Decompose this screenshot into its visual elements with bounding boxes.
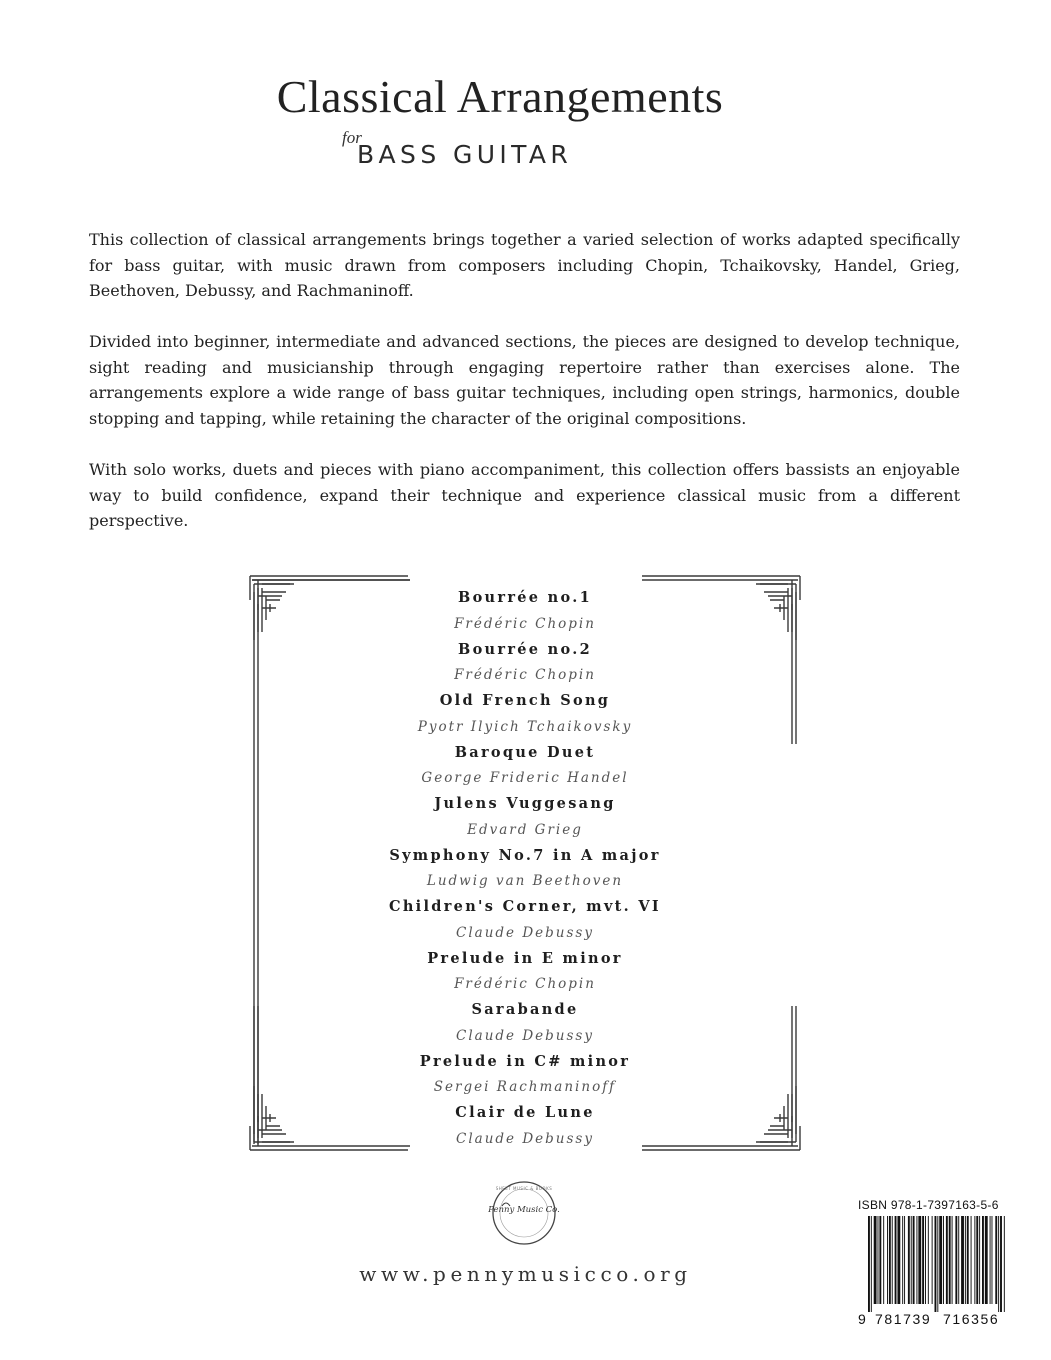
- barcode-bar: [961, 1216, 964, 1304]
- barcode-bar: [965, 1216, 966, 1304]
- contents-list: [310, 585, 740, 1152]
- piece-title: Baroque Duet: [454, 743, 596, 761]
- barcode-bar: [874, 1216, 877, 1304]
- barcode-bar: [878, 1216, 879, 1304]
- piece-title: Old French Song: [439, 692, 611, 709]
- barcode-bars: [858, 1216, 1006, 1314]
- barcode-bar: [922, 1216, 924, 1304]
- book-title: Classical Arrangements: [276, 71, 724, 122]
- logo-ring-text: SHEET MUSIC & BOOKS: [495, 1186, 553, 1191]
- piece-composer: Claude Debussy: [456, 1027, 594, 1044]
- barcode-bar: [925, 1216, 926, 1304]
- description-paragraph-3: With solo works, duets and pieces with piano accompaniment, this collection offers bassists an enjoyable way to build confidence, expand their technique and experience classical music from a different perspective.: [89, 460, 960, 531]
- barcode-bar: [998, 1216, 999, 1312]
- isbn-number: ISBN 978-1-7397163-5-6: [858, 1198, 999, 1212]
- piece-title: Prelude in C# minor: [419, 1052, 631, 1070]
- barcode-bar: [887, 1216, 888, 1304]
- barcode-bar: [949, 1216, 951, 1304]
- barcode-bar: [908, 1216, 910, 1304]
- piece-title: Clair de Lune: [455, 1104, 595, 1121]
- barcode-bar: [990, 1216, 991, 1304]
- barcode-bar: [937, 1216, 938, 1312]
- piece-title: Sarabande: [471, 1001, 579, 1018]
- piece-composer: Frédéric Chopin: [454, 615, 596, 632]
- barcode-bar: [958, 1216, 959, 1304]
- piece-composer: Claude Debussy: [456, 1130, 594, 1147]
- barcode-bar: [913, 1216, 915, 1304]
- barcode-bar: [985, 1216, 988, 1304]
- piece-title: Julens Vuggesang: [434, 795, 616, 812]
- piece-title: Bourrée no.1: [458, 589, 592, 606]
- piece-title: Bourrée no.2: [458, 640, 592, 658]
- barcode-bar: [916, 1216, 917, 1304]
- barcode-digit-lead: 9: [858, 1311, 866, 1327]
- piece-composer: Sergei Rachmaninoff: [433, 1079, 617, 1095]
- logo-name: Penny Music Co.: [488, 1205, 560, 1215]
- barcode-bar: [871, 1216, 872, 1312]
- piece-composer: Claude Debussy: [456, 924, 594, 941]
- barcode-bar: [883, 1216, 884, 1304]
- piece-title: Symphony No.7 in A major: [389, 846, 661, 864]
- description-paragraph-1: This collection of classical arrangements brings together a varied selection of works adapted specifically for bass guitar, with music drawn from composers including Chopin, Tchaikovsky, Handel, Grieg, Beethoven, Debussy, and Rachmaninoff.: [89, 230, 960, 301]
- barcode-digits: [858, 1311, 1010, 1327]
- piece-composer: Frédéric Chopin: [454, 667, 596, 683]
- piece-title: Prelude in E minor: [427, 949, 623, 967]
- piece-composer: Frédéric Chopin: [454, 976, 596, 992]
- barcode-bar: [946, 1216, 948, 1304]
- barcode-bar: [935, 1216, 937, 1312]
- barcode-bar: [897, 1216, 900, 1304]
- piece-composer: George Frideric Handel: [421, 770, 629, 786]
- for-word: for: [342, 128, 362, 147]
- barcode-bar: [932, 1216, 933, 1304]
- barcode-bar: [889, 1216, 891, 1304]
- barcode-bar: [911, 1216, 912, 1304]
- barcode-bar: [939, 1216, 942, 1304]
- piece-title: Children's Corner, mvt. VI: [389, 898, 661, 915]
- piece-composer: Edvard Grieg: [467, 821, 583, 838]
- barcode-digit-left: 781739: [875, 1311, 932, 1327]
- barcode-bar: [1004, 1216, 1005, 1312]
- barcode-bar: [868, 1216, 870, 1312]
- barcode-bar: [955, 1216, 957, 1304]
- barcode-digit-right: 716356: [943, 1311, 1000, 1327]
- book-subtitle: BASS GUITAR: [357, 140, 573, 169]
- barcode-bar: [979, 1216, 980, 1304]
- barcode-bar: [895, 1216, 897, 1304]
- website-url: www.pennymusicco.org: [359, 1262, 692, 1286]
- barcode-bar: [904, 1216, 905, 1304]
- barcode-bar: [982, 1216, 984, 1304]
- isbn-barcode: [858, 1198, 1010, 1327]
- barcode-bar: [902, 1216, 903, 1304]
- barcode-bar: [918, 1216, 921, 1304]
- barcode-bar: [995, 1216, 997, 1304]
- barcode-bar: [992, 1216, 993, 1304]
- barcode-bar: [976, 1216, 978, 1304]
- piece-composer: Ludwig van Beethoven: [426, 873, 624, 889]
- barcode-bar: [928, 1216, 929, 1304]
- description-paragraph-2: Divided into beginner, intermediate and advanced sections, the pieces are designed to develop technique, sight reading and musicianship through engaging repertoire rather than exercises alone. The arrangements explore a wide range of bass guitar techniques, including open strings, harmonics, double stopping and tapping, while retaining the character of the original compositions.: [89, 332, 960, 429]
- barcode-bar: [879, 1216, 881, 1304]
- piece-composer: Pyotr Ilyich Tchaikovsky: [417, 718, 633, 735]
- barcode-bar: [952, 1216, 953, 1304]
- barcode-bar: [967, 1216, 969, 1304]
- barcode-bar: [892, 1216, 893, 1304]
- barcode-bar: [1000, 1216, 1002, 1312]
- barcode-bar: [943, 1216, 944, 1304]
- barcode-bar: [974, 1216, 975, 1304]
- barcode-bar: [971, 1216, 972, 1304]
